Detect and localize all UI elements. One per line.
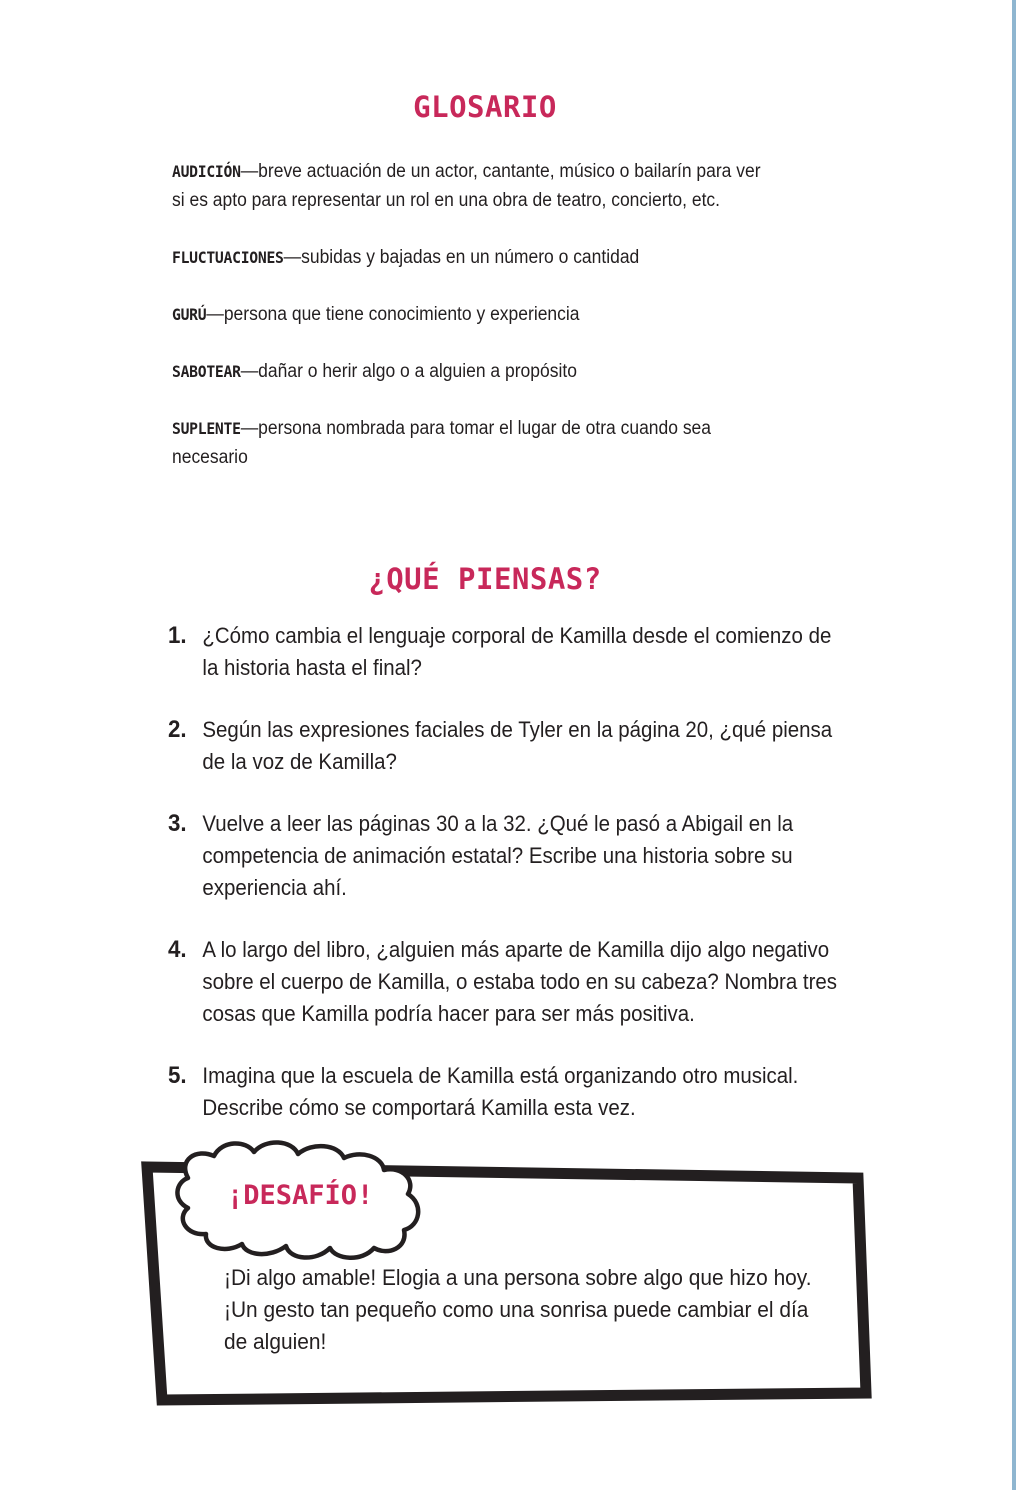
challenge-text: ¡Di algo amable! Elogia a una persona sobre algo que hizo hoy. ¡Un gesto tan pequeño como una sonrisa puede cambiar el día de alguien!	[224, 1265, 812, 1354]
glossary-title: GLOSARIO	[413, 90, 557, 124]
question-number: 1.	[168, 622, 187, 649]
glossary-definition: —breve actuación de un actor, cantante, músico o bailarín para ver si es apto para representar un rol en una obra de teatro, concierto, etc.	[172, 161, 761, 211]
question-text: Vuelve a leer las páginas 30 a la 32. ¿Qué le pasó a Abigail en la competencia de animación estatal? Escribe una historia sobre su experiencia ahí.	[202, 811, 794, 900]
question-number: 5.	[168, 1062, 187, 1089]
question-text: A lo largo del libro, ¿alguien más aparte de Kamilla dijo algo negativo sobre el cuerpo de Kamilla, o estaba todo en su cabeza? Nombra tres cosas que Kamilla podría hacer para ser más positiva.	[202, 937, 838, 1026]
questions-title: ¿QUÉ PIENSAS?	[368, 562, 602, 596]
glossary-term: FLUCTUACIONES	[172, 248, 284, 267]
question-text: Según las expresiones faciales de Tyler en la página 20, ¿qué piensa de la voz de Kamilla?	[202, 717, 833, 774]
question-number: 2.	[168, 716, 187, 743]
question-number: 3.	[168, 810, 187, 837]
question-text: Imagina que la escuela de Kamilla está organizando otro musical. Describe cómo se comportará Kamilla esta vez.	[202, 1063, 799, 1120]
glossary-term: SABOTEAR	[172, 362, 241, 381]
glossary-definition: —dañar o herir algo o a alguien a propósito	[240, 361, 577, 382]
question-text: ¿Cómo cambia el lenguaje corporal de Kamilla desde el comienzo de la historia hasta el final?	[202, 623, 832, 680]
glossary-definition: —subidas y bajadas en un número o cantidad	[283, 247, 640, 268]
glossary-definition: —persona que tiene conocimiento y experiencia	[206, 304, 580, 325]
question-number: 4.	[168, 936, 187, 963]
glossary-definition: —persona nombrada para tomar el lugar de otra cuando sea necesario	[172, 418, 712, 468]
glossary-term: SUPLENTE	[172, 419, 241, 438]
glossary-term: GURÚ	[172, 305, 207, 324]
challenge-title: ¡DESAFÍO!	[227, 1180, 374, 1211]
glossary-term: AUDICIÓN	[172, 162, 241, 181]
